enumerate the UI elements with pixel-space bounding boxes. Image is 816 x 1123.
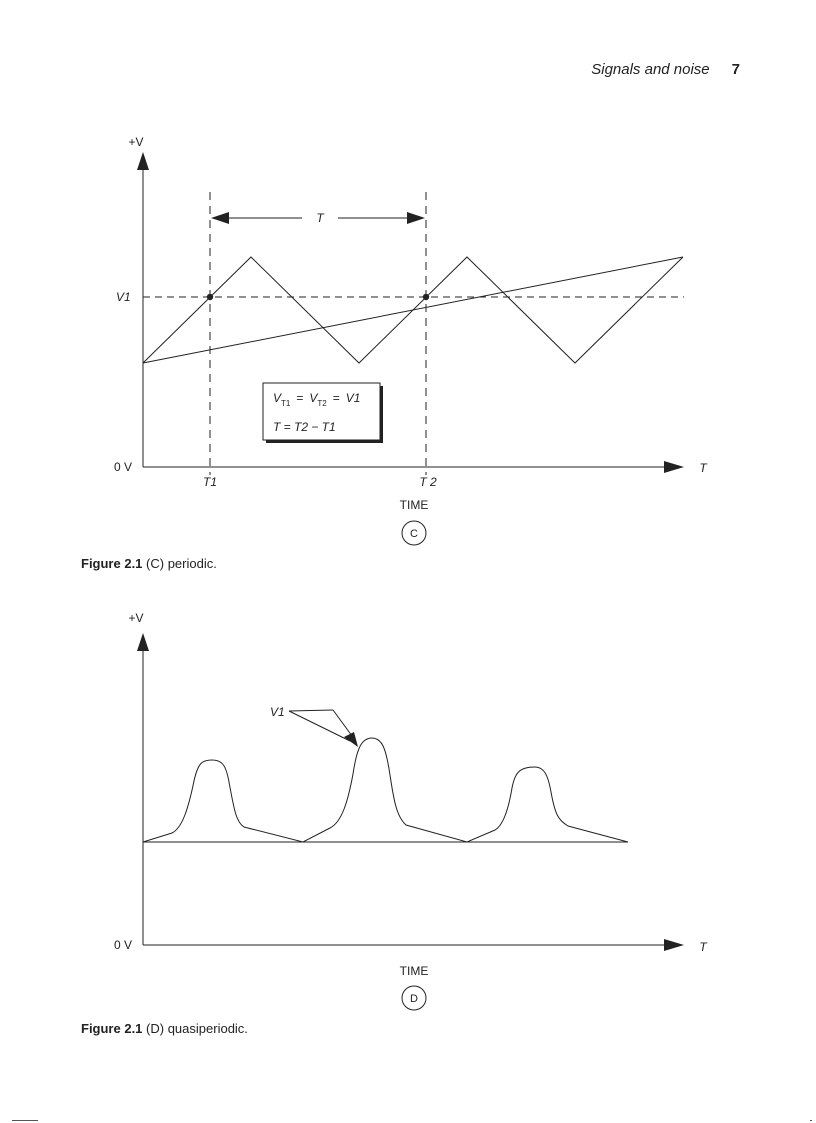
time-label: TIME <box>399 498 429 512</box>
x-axis-label: T <box>699 461 707 475</box>
figure-d-number: Figure 2.1 <box>81 1021 143 1036</box>
equation-1: $V_{T1} = V_{T2} = V1$ <box>273 391 361 408</box>
time-label: TIME <box>399 964 429 978</box>
x-axis-arrow-icon <box>664 461 684 473</box>
crop-mark-right <box>810 1120 812 1121</box>
figure-d-caption-text: (D) quasiperiodic. <box>146 1021 248 1036</box>
figure-d-quasiperiodic <box>0 560 816 1030</box>
crop-mark-left <box>12 1120 38 1121</box>
figure-c-caption-text: (C) periodic. <box>146 556 217 571</box>
zero-label: 0 V <box>114 460 133 474</box>
figure-d-caption <box>81 1021 248 1036</box>
panel-letter: D <box>410 993 418 1005</box>
page-number: 7 <box>731 61 740 78</box>
v1-level-label: V1 <box>116 290 131 304</box>
y-axis-arrow-icon <box>137 633 149 651</box>
chapter-title: Signals and noise <box>591 61 710 78</box>
t2-intersection-dot <box>423 294 429 300</box>
v1-callout-line-lower <box>289 711 350 741</box>
period-left-arrowhead-icon <box>211 212 229 224</box>
equation-2: T = T2 − T1 <box>273 420 336 434</box>
x-axis-arrow-icon <box>664 939 684 951</box>
figure-c-number: Figure 2.1 <box>81 556 143 571</box>
quasiperiodic-wave <box>143 738 628 842</box>
v1-callout-label: V1 <box>270 705 285 719</box>
y-axis-label: +V <box>128 611 144 625</box>
y-axis-arrow-icon <box>137 152 149 170</box>
ramp-line <box>143 257 683 363</box>
x-axis-label: T <box>699 940 707 954</box>
zero-label: 0 V <box>114 938 133 952</box>
period-label: T <box>316 211 324 225</box>
v1-callout-line-upper <box>289 710 333 711</box>
figure-c-periodic <box>0 0 816 560</box>
t2-tick-label: T 2 <box>419 475 437 489</box>
period-right-arrowhead-icon <box>407 212 425 224</box>
t1-tick-label: T1 <box>202 475 218 489</box>
panel-letter: C <box>410 528 418 540</box>
t1-intersection-dot <box>207 294 213 300</box>
y-axis-label: +V <box>128 135 144 149</box>
